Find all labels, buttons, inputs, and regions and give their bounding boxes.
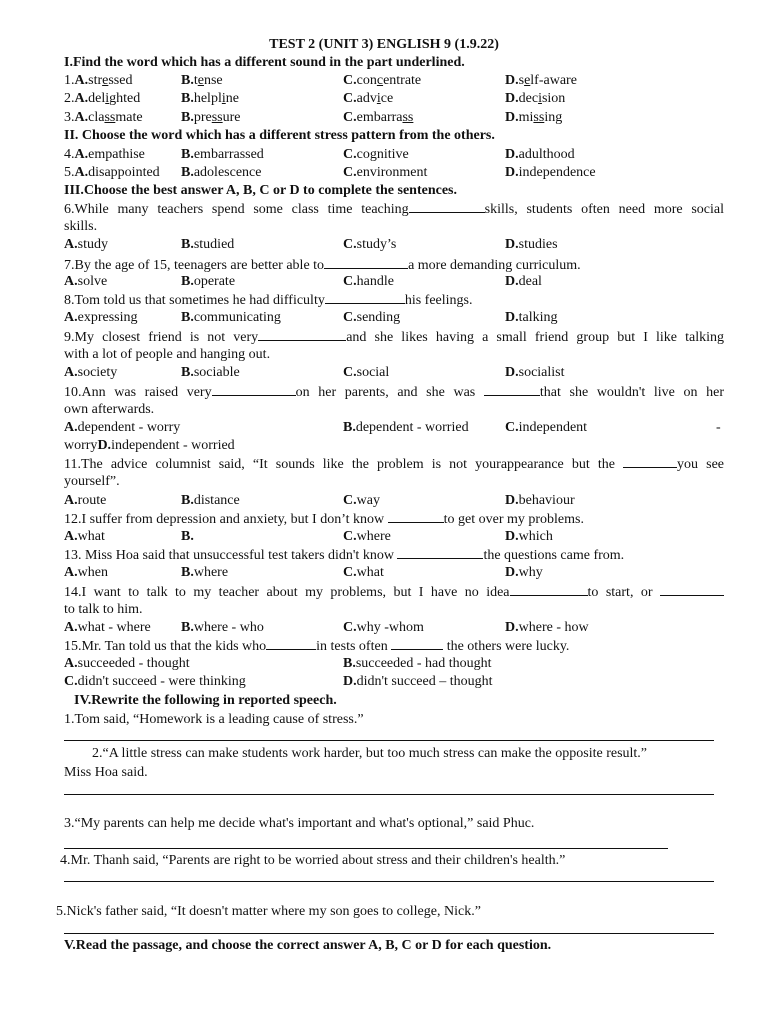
option-d[interactable]: D.socialist [505,365,565,380]
option-d[interactable]: D.adulthood [505,147,575,162]
answer-line[interactable] [64,881,714,882]
option-c[interactable]: C.concentrate [343,73,422,88]
underlined-part: i [538,91,542,106]
option-c[interactable]: C.way [343,493,380,508]
option-d[interactable]: D.talking [505,310,558,325]
option-a[interactable]: 4.A.empathise [64,147,145,162]
option-d[interactable]: D.missing [505,110,563,125]
option-a[interactable]: A.dependent - worry [64,420,181,435]
answer-blank[interactable] [623,455,677,468]
question-13-line: 13. Miss Hoa said that unsuccessful test takers didn't know the questions came from. [64,548,625,563]
question-9-line-2: with a lot of people and hanging out. [64,347,271,362]
option-b[interactable]: B.where [181,565,229,580]
section-1-heading: I.Find the word which has a different sound in the part underlined. [64,55,465,70]
underlined-part: i [105,91,110,106]
underlined-part: e [524,73,531,88]
option-b[interactable]: B.embarrassed [181,147,264,162]
question-15-line: 15.Mr. Tan told us that the kids who in tests often the others were lucky. [64,639,570,654]
answer-line[interactable] [64,933,714,934]
section-3-heading: III.Choose the best answer A, B, C or D to complete the sentences. [64,183,458,198]
question-14-line-2: to talk to him. [64,602,143,617]
option-d[interactable]: D.behaviour [505,493,575,508]
option-a[interactable]: 3.A.classmate [64,110,143,125]
option-d[interactable]: D.why [505,565,543,580]
option-d[interactable]: D.where - how [505,620,589,635]
page-title: TEST 2 (UNIT 3) ENGLISH 9 (1.9.22) [269,37,499,52]
answer-blank[interactable] [391,637,443,650]
option-c[interactable]: C.social [343,365,390,380]
rewrite-item-1: 1.Tom said, “Homework is a leading cause of stress.” [64,712,364,727]
underlined-part: c [376,73,384,88]
underlined-part: e [102,73,109,88]
answer-blank[interactable] [510,583,588,596]
option-b[interactable]: B.helpline [181,91,239,106]
question-12-line: 12.I suffer from depression and anxiety, but I don’t know to get over my problems. [64,512,584,527]
option-a[interactable]: 2.A.delighted [64,91,141,106]
option-a[interactable]: A.when [64,565,108,580]
option-a[interactable]: A.succeeded - thought [64,656,190,671]
option-b[interactable]: B.distance [181,493,240,508]
answer-blank[interactable] [397,546,483,559]
question-9-line-1: 9.My closest friend is not very and she likes having a small friend group but I like talking [64,330,724,345]
question-7-line: 7.By the age of 15, teenagers are better able to a more demanding curriculum. [64,258,581,273]
option-d[interactable]: D.deal [505,274,542,289]
option-d[interactable]: D.studies [505,237,558,252]
option-d[interactable]: D.which [505,529,553,544]
option-b[interactable]: B.pressure [181,110,241,125]
question-6-line-2: skills. [64,219,98,234]
option-c-continuation: - [716,420,721,435]
question-10-line-1: 10.Ann was raised very on her parents, and she was that she wouldn't live on her [64,385,725,400]
option-c[interactable]: C.advice [343,91,394,106]
question-11-line-2: yourself”. [64,474,120,489]
rewrite-item-2-attribution: Miss Hoa said. [64,765,148,780]
answer-blank[interactable] [212,383,296,396]
option-d[interactable]: D.decision [505,91,566,106]
rewrite-item-4: 4.Mr. Thanh said, “Parents are right to be worried about stress and their children's health.” [60,853,566,868]
rewrite-item-2: 2.“A little stress can make students work harder, but too much stress can make the opposite result.” [92,746,648,761]
answer-blank[interactable] [409,200,485,213]
underlined-part: ss [104,110,116,125]
answer-blank[interactable] [660,583,724,596]
rewrite-item-3: 3.“My parents can help me decide what's important and what's optional,” said Phuc. [64,816,535,831]
option-c[interactable]: C.where [343,529,391,544]
option-c[interactable]: C.independent [505,420,588,435]
option-b[interactable]: B.operate [181,274,236,289]
option-c[interactable]: C.sending [343,310,401,325]
underlined-part: ss [402,110,414,125]
option-b[interactable]: B.communicating [181,310,281,325]
answer-line[interactable] [64,794,714,795]
underlined-part: ss [533,110,545,125]
rewrite-item-5: 5.Nick's father said, “It doesn't matter where my son goes to college, Nick.” [56,904,481,919]
answer-line[interactable] [64,740,714,741]
answer-blank[interactable] [324,256,408,269]
option-a[interactable]: 5.A.disappointed [64,165,160,180]
answer-line[interactable] [64,848,668,849]
option-a[interactable]: A.solve [64,274,108,289]
question-14-line-1: 14.I want to talk to my teacher about my problems, but I have no idea to start, or [64,583,724,602]
option-a[interactable]: A.study [64,237,108,252]
option-b[interactable]: B. [181,529,194,544]
option-b[interactable]: B.adolescence [181,165,262,180]
option-c[interactable]: C.didn't succeed - were thinking [64,674,246,689]
option-a[interactable]: A.expressing [64,310,138,325]
option-d-line: worryD.independent - worried [64,438,235,453]
option-b[interactable]: B.where - who [181,620,264,635]
option-d[interactable]: D.self-aware [505,73,577,88]
section-5-heading: V.Read the passage, and choose the correct answer A, B, C or D for each question. [64,938,552,953]
option-c[interactable]: C.what [343,565,384,580]
answer-blank[interactable] [325,291,405,304]
option-b[interactable]: B.tense [181,73,223,88]
option-a[interactable]: 1.A.stressed [64,73,133,88]
answer-blank[interactable] [258,328,346,341]
section-4-heading: IV.Rewrite the following in reported speech. [74,693,337,708]
question-6-line-1: 6.While many teachers spend some class time teaching skills, students often need more social [64,202,724,217]
option-b[interactable]: B.sociable [181,365,240,380]
option-b[interactable]: B.studied [181,237,235,252]
option-d[interactable]: D.independence [505,165,596,180]
answer-blank[interactable] [484,383,540,396]
option-a[interactable]: A.route [64,493,107,508]
underlined-part: i [376,91,381,106]
answer-blank[interactable] [388,510,444,523]
question-8-line: 8.Tom told us that sometimes he had difficulty his feelings. [64,293,473,308]
option-d[interactable]: D.independent - worried [97,438,235,453]
option-d[interactable]: D.didn't succeed – thought [343,674,493,689]
option-b[interactable]: B.succeeded - had thought [343,656,492,671]
option-a[interactable]: A.what [64,529,105,544]
option-a[interactable]: A.society [64,365,118,380]
option-c[interactable]: C.handle [343,274,394,289]
option-b[interactable]: B.dependent - worried [343,420,469,435]
underlined-part: i [221,91,226,106]
underlined-part: e [197,73,204,88]
option-c[interactable]: C.environment [343,165,428,180]
question-10-line-2: own afterwards. [64,402,155,417]
answer-blank[interactable] [266,637,316,650]
option-c[interactable]: C.cognitive [343,147,409,162]
underlined-part: ss [211,110,223,125]
option-c[interactable]: C.embarrass [343,110,414,125]
question-11-line-1: 11.The advice columnist said, “It sounds like the problem is not yourappearance but the you see [64,457,725,472]
option-c[interactable]: C.study’s [343,237,397,252]
option-a[interactable]: A.what - where [64,620,151,635]
section-2-heading: II. Choose the word which has a different stress pattern from the others. [64,128,495,143]
option-c[interactable]: C.why -whom [343,620,424,635]
